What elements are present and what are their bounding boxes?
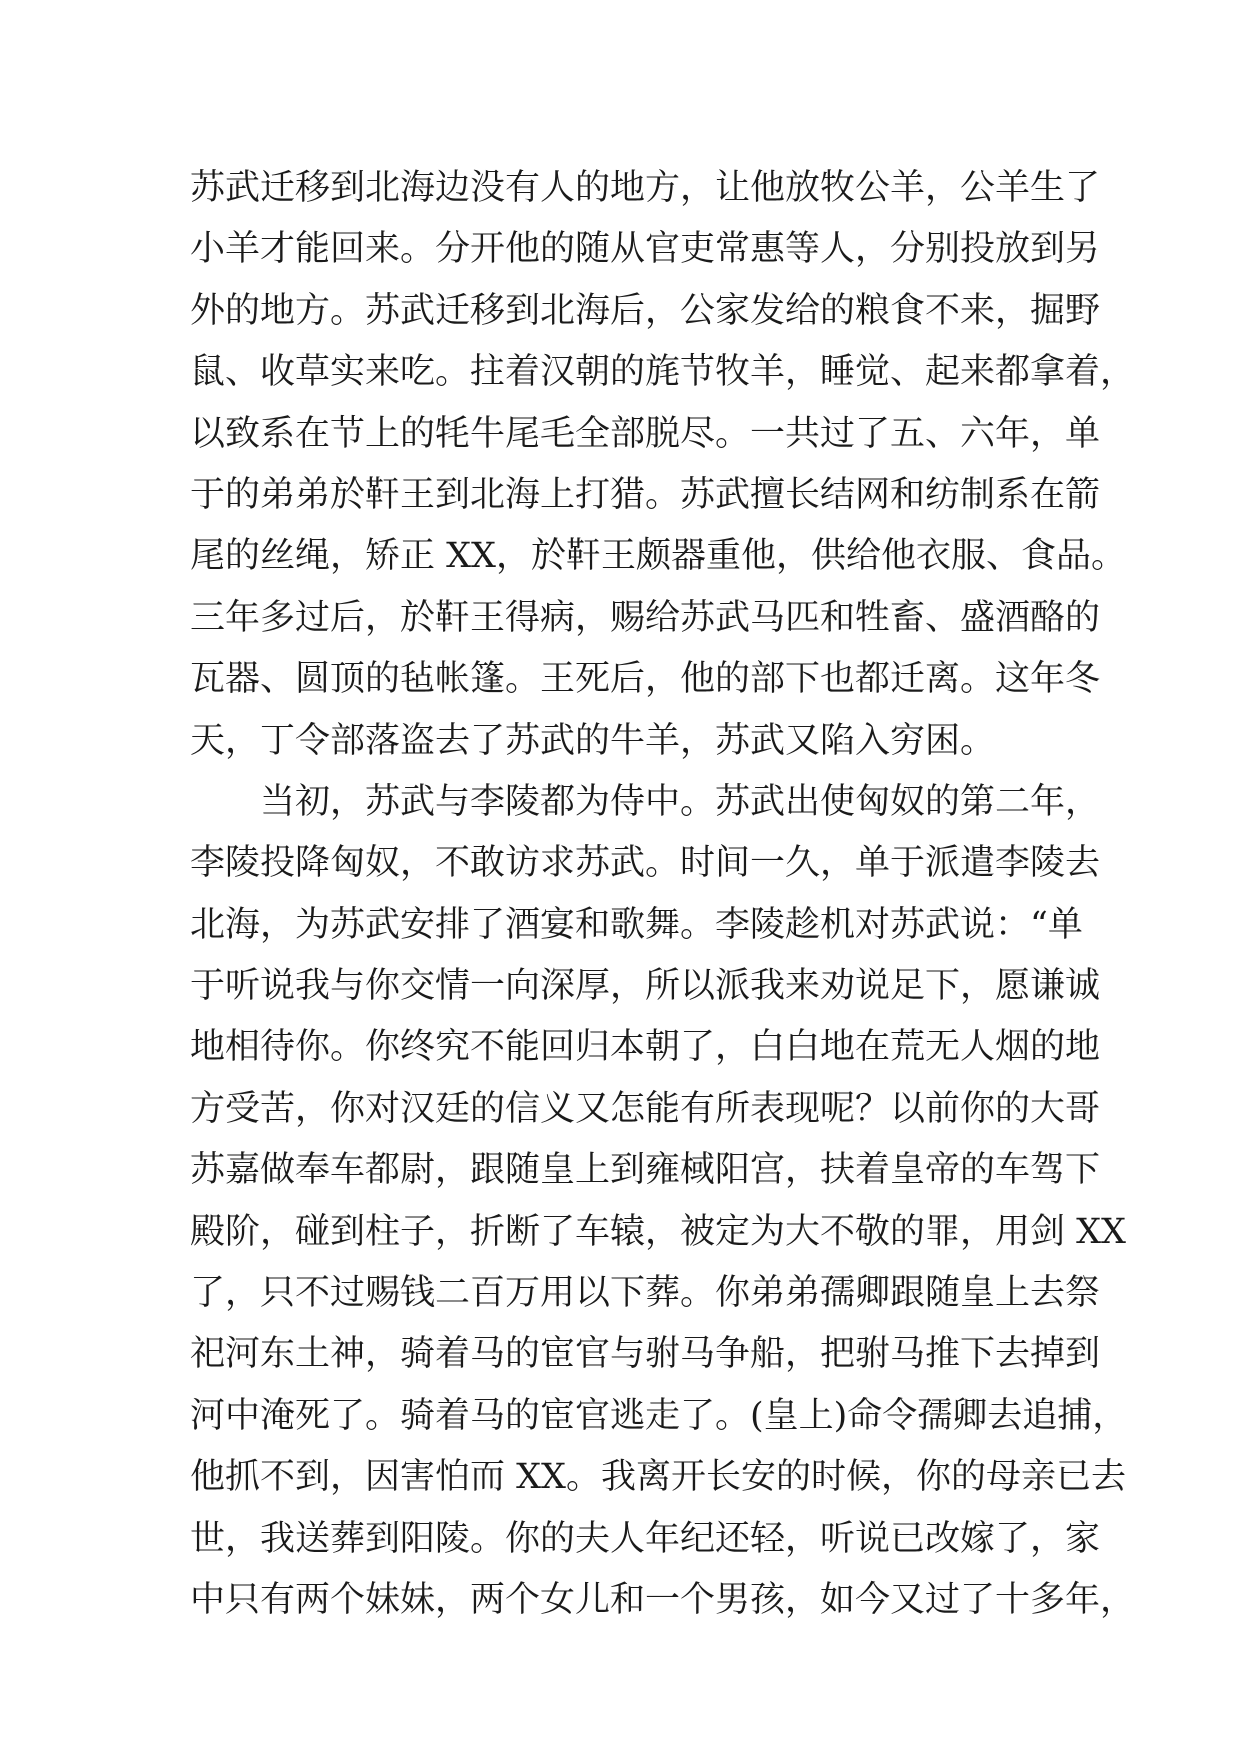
text-line: 三年多过后，於靬王得病，赐给苏武马匹和牲畜、盛酒酪的 [190,597,1101,638]
text-line: 于听说我与你交情一向深厚，所以派我来劝说足下，愿谦诚 [190,966,1101,1007]
text-line: 天，丁令部落盗去了苏武的牛羊，苏武又陷入穷困。 [190,720,996,761]
text-line: 了，只不过赐钱二百万用以下葬。你弟弟孺卿跟随皇上去祭 [190,1273,1101,1314]
text-line: 小羊才能回来。分开他的随从官吏常惠等人，分别投放到另 [190,229,1101,270]
text-line: 瓦器、圆顶的毡帐篷。王死后，他的部下也都迁离。这年冬 [190,659,1101,700]
text-line: 世，我送葬到阳陵。你的夫人年纪还轻，听说已改嫁了，家 [190,1518,1101,1559]
text-line: 当初，苏武与李陵都为侍中。苏武出使匈奴的第二年， [260,781,1101,822]
text-line: 河中淹死了。骑着马的宦官逃走了。(皇上)命令孺卿去追捕， [190,1395,1128,1436]
text-line: 鼠、收草实来吃。拄着汉朝的旄节牧羊，睡觉、起来都拿着， [190,352,1136,393]
text-line: 李陵投降匈奴，不敢访求苏武。时间一久，单于派遣李陵去 [190,843,1101,884]
text-line: 他抓不到，因害怕而 XX。我离开长安的时候，你的母亲已去 [190,1457,1126,1498]
text-line: 外的地方。苏武迁移到北海后，公家发给的粮食不来，掘野 [190,290,1101,331]
text-line: 苏武迁移到北海边没有人的地方，让他放牧公羊，公羊生了 [190,168,1101,208]
text-line: 苏嘉做奉车都尉，跟随皇上到雍棫阳宫，扶着皇帝的车驾下 [190,1150,1101,1191]
text-line: 北海，为苏武安排了酒宴和歌舞。李陵趁机对苏武说：“单 [190,904,1083,945]
text-line: 于的弟弟於靬王到北海上打猎。苏武擅长结网和纺制系在箭 [190,474,1101,515]
text-line: 殿阶，碰到柱子，折断了车辕，被定为大不敬的罪，用剑 XX [190,1211,1126,1252]
text-line: 方受苦，你对汉廷的信义又怎能有所表现呢？以前你的大哥 [190,1088,1101,1129]
text-line: 中只有两个妹妹，两个女儿和一个男孩，如今又过了十多年， [190,1579,1136,1620]
text-line: 尾的丝绳，矫正 XX，於靬王颇器重他，供给他衣服、食品。 [190,536,1126,577]
body-text [190,158,1136,1631]
text-line: 祀河东土神，骑着马的宦官与驸马争船，把驸马推下去掉到 [190,1334,1101,1375]
text-line: 以致系在节上的牦牛尾毛全部脱尽。一共过了五、六年，单 [190,413,1101,454]
text-line: 地相待你。你终究不能回归本朝了，白白地在荒无人烟的地 [190,1027,1101,1068]
